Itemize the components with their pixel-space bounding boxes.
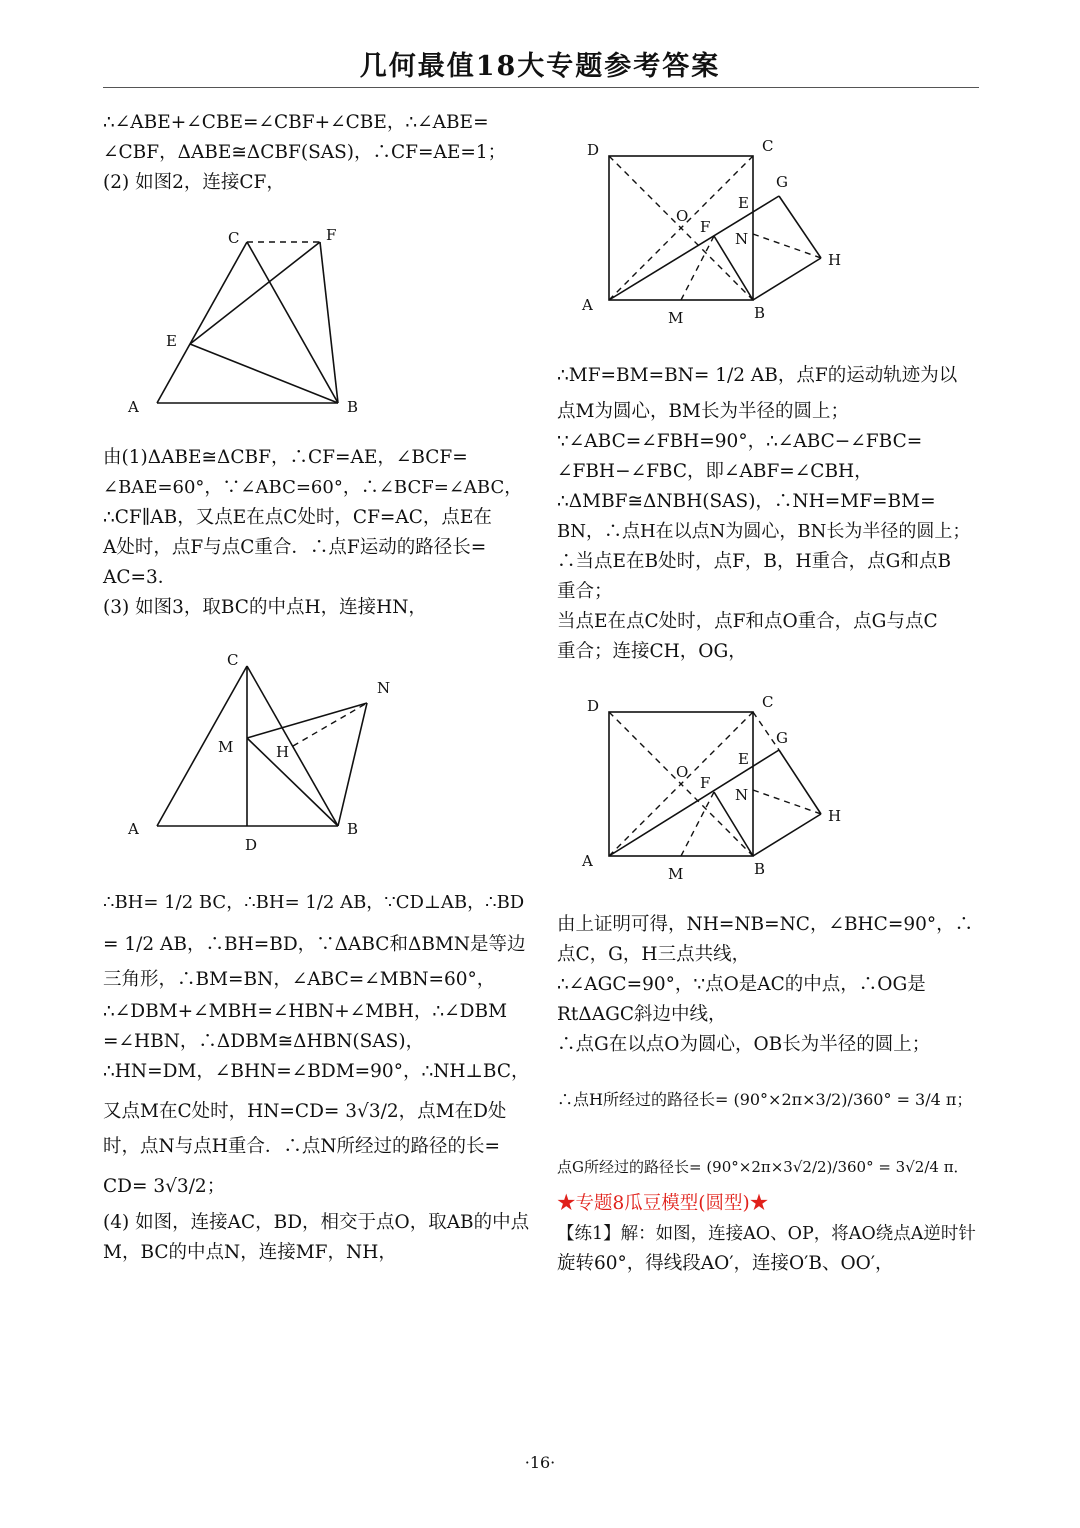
fig4b-label-o: O	[676, 763, 689, 781]
right-line-18: 【练1】解：如图，连接AO、OP，将AO绕点A逆时针	[557, 1224, 976, 1244]
fig4a-label-n: N	[735, 230, 749, 248]
fig4b-label-d: D	[587, 697, 600, 715]
segment-nb	[338, 703, 367, 826]
fig4a-label-c: C	[762, 137, 774, 155]
segment-ac	[157, 242, 247, 403]
figure-4a-diagram	[575, 130, 850, 330]
fig2-label-a: A	[128, 398, 139, 416]
right-line-15: ∴点G在以点O为圆心，OB长为半径的圆上；	[557, 1034, 931, 1055]
left-line-15: ∴HN=DM，∠BHN=∠BDM=90°，∴NH⊥BC，	[103, 1061, 530, 1082]
segment-mn	[247, 703, 367, 738]
fig4a-label-g: G	[776, 173, 788, 191]
right-line-1: ∴MF=BM=BN= 1/2 AB，点F的运动轨迹为以	[557, 365, 958, 386]
segment-hn	[293, 703, 367, 746]
left-line-9: (3) 如图3，取BC的中点H，连接HN，	[103, 597, 427, 618]
fig4b-label-n: N	[735, 786, 749, 804]
left-line-12: 三角形，∴BM=BN，∠ABC=∠MBN=60°，	[103, 969, 496, 990]
fig3-label-d: D	[245, 836, 258, 854]
fig4b-label-a: A	[582, 852, 593, 870]
segment-hb	[753, 814, 821, 856]
fig4a-label-b: B	[754, 304, 766, 322]
right-line-10: 重合；连接CH，OG，	[557, 641, 747, 662]
fig4a-label-f: F	[700, 218, 711, 236]
fig2-label-c: C	[228, 229, 240, 247]
right-line-5: ∴ΔMBF≅ΔNBH(SAS)，∴NH=MF=BM=	[557, 491, 936, 512]
left-line-20: M，BC的中点N，连接MF，NH，	[103, 1242, 397, 1263]
left-line-13: ∴∠DBM+∠MBH=∠HBN+∠MBH，∴∠DBM	[103, 1001, 508, 1022]
fig2-label-f: F	[326, 226, 337, 244]
left-line-19: (4) 如图，连接AC，BD，相交于点O，取AB的中点	[103, 1212, 530, 1233]
right-line-3: ∵∠ABC=∠FBH=90°，∴∠ABC−∠FBC=	[557, 431, 923, 452]
right-line-12: 点C，G，H三点共线，	[557, 944, 751, 965]
fig4b-label-e: E	[738, 750, 749, 768]
left-line-1: ∴∠ABE+∠CBE=∠CBF+∠CBE，∴∠ABE=	[103, 112, 489, 133]
page-title: 几何最值18大专题参考答案	[359, 51, 721, 82]
segment-gh	[779, 750, 821, 814]
right-line-13: ∴∠AGC=90°，∵点O是AC的中点，∴OG是	[557, 974, 926, 995]
fig4a-label-a: A	[582, 296, 593, 314]
segment-gh	[779, 196, 821, 258]
title-divider	[103, 87, 979, 88]
right-line-2: 点M为圆心，BM长为半径的圆上；	[557, 401, 849, 422]
fig4b-label-g: G	[776, 729, 788, 747]
segment-mb	[247, 738, 338, 826]
fig4a-label-e: E	[738, 194, 749, 212]
fig3-label-n: N	[377, 679, 391, 697]
segment-eb	[190, 344, 338, 403]
segment-fb	[320, 242, 338, 403]
fig3-label-m: M	[218, 738, 234, 756]
left-line-3: (2) 如图2，连接CF，	[103, 172, 285, 193]
diagonal-ac	[609, 156, 753, 300]
fig4b-label-h: H	[828, 807, 842, 825]
left-line-4: 由(1)ΔABE≅ΔCBF，∴CF=AE，∠BCF=	[103, 447, 468, 468]
segment-hb	[753, 258, 821, 300]
left-line-8: AC=3．	[103, 567, 177, 588]
fig4b-label-f: F	[700, 774, 711, 792]
right-line-17: 点G所经过的路径长= (90°×2π×3√2/2)/360° = 3√2/4 π．	[557, 1158, 969, 1176]
fig3-label-b: B	[347, 820, 359, 838]
left-line-17: 时，点N与点H重合．∴点N所经过的路径的长=	[103, 1136, 501, 1157]
left-line-14: =∠HBN，∴ΔDBM≅ΔHBN(SAS)，	[103, 1031, 425, 1052]
fig4a-label-o: O	[676, 207, 689, 225]
fig3-label-a: A	[128, 820, 139, 838]
right-line-9: 当点E在点C处时，点F和点O重合，点G与点C	[557, 611, 938, 632]
segment-ac	[157, 666, 247, 826]
segment-nh	[753, 790, 821, 814]
figure-4b-diagram	[575, 685, 850, 885]
fig3-label-c: C	[227, 651, 239, 669]
left-line-7: A处时，点F与点C重合．∴点F运动的路径长=	[103, 537, 487, 558]
left-line-16: 又点M在C处时，HN=CD= 3√3/2，点M在D处	[103, 1101, 507, 1122]
segment-cb	[247, 242, 338, 403]
right-line-6: BN，∴点H在以点N为圆心，BN长为半径的圆上；	[557, 521, 971, 542]
right-line-7: ∴当点E在B处时，点F，B，H重合，点G和点B	[557, 551, 952, 572]
fig4b-label-c: C	[762, 693, 774, 711]
fig4b-label-b: B	[754, 860, 766, 878]
right-line-4: ∠FBH−∠FBC，即∠ABF=∠CBH，	[557, 461, 873, 482]
special-topic-heading: ★专题8瓜豆模型(圆型)★	[557, 1193, 769, 1214]
right-line-11: 由上证明可得，NH=NB=NC，∠BHC=90°，∴	[557, 914, 974, 935]
left-line-10: ∴BH= 1/2 BC，∴BH= 1/2 AB，∵CD⊥AB，∴BD	[103, 892, 525, 913]
fig4b-label-m: M	[668, 865, 684, 883]
right-line-19: 旋转60°，得线段AO′，连接O′B、OO′，	[557, 1253, 894, 1274]
left-line-11: = 1/2 AB，∴BH=BD，∵ΔABC和ΔBMN是等边	[103, 934, 526, 955]
fig2-label-b: B	[347, 398, 359, 416]
left-line-18: CD= 3√3/2；	[103, 1176, 226, 1197]
left-line-2: ∠CBF，ΔABE≅ΔCBF(SAS)，∴CF=AE=1；	[103, 142, 507, 163]
right-line-8: 重合；	[557, 581, 613, 602]
fig3-label-h: H	[276, 743, 290, 761]
fig4a-label-m: M	[668, 309, 684, 327]
diagonal-ac	[609, 712, 753, 856]
left-line-6: ∴CF∥AB，又点E在点C处时，CF=AC，点E在	[103, 507, 492, 528]
fig4a-label-h: H	[828, 251, 842, 269]
fig2-label-e: E	[166, 332, 177, 350]
right-line-14: RtΔAGC斜边中线，	[557, 1004, 727, 1025]
fig4a-label-d: D	[587, 141, 600, 159]
segment-nh	[753, 234, 821, 258]
left-line-5: ∠BAE=60°，∵∠ABC=60°，∴∠BCF=∠ABC，	[103, 477, 523, 498]
figure-2-diagram	[120, 220, 360, 420]
segment-cb	[247, 666, 338, 826]
figure-3-diagram	[120, 645, 400, 860]
page-number: ·16·	[524, 1453, 556, 1472]
right-line-16: ∴点H所经过的路径长= (90°×2π×3/2)/360° = 3/4 π；	[557, 1090, 973, 1109]
